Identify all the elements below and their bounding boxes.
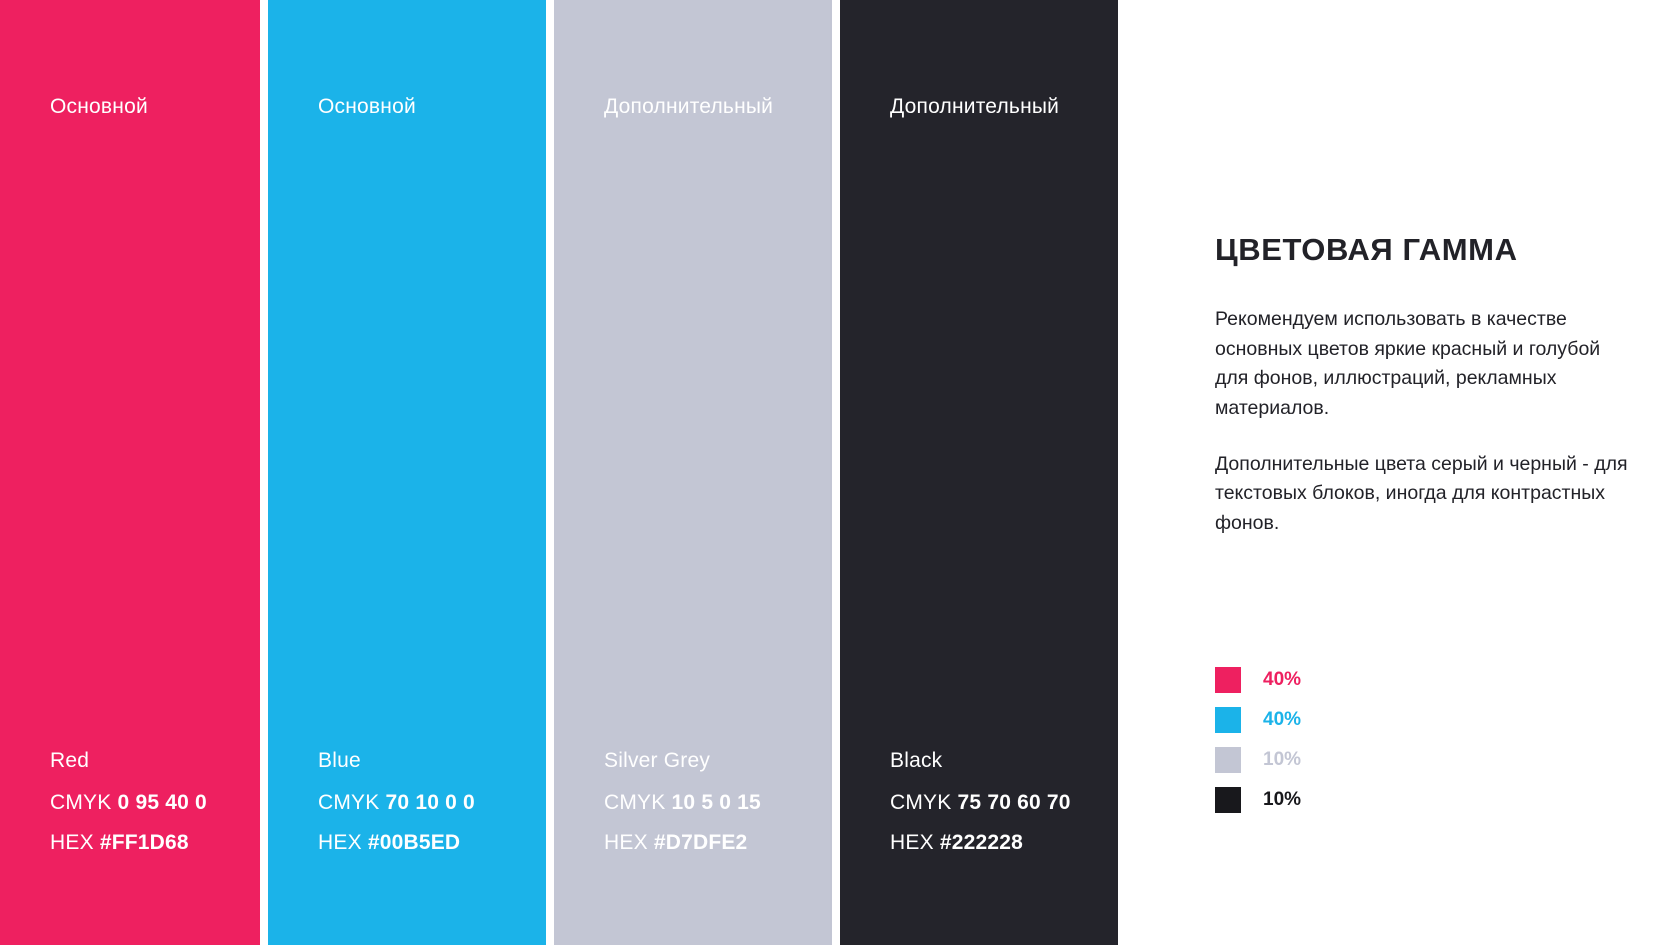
swatch-hex-red [50,832,207,853]
swatch-red [0,0,260,945]
legend-label-silver-grey: 10% [1263,749,1302,770]
cmyk-value-black: 75 70 60 70 [957,791,1071,814]
swatch-name-blue: Blue [318,749,361,772]
swatch-divider-3 [832,0,840,945]
hex-value-blue: #00B5ED [367,831,461,854]
hex-label-black: HEX [890,831,934,854]
cmyk-value-red: 0 95 40 0 [117,791,207,814]
swatch-role-blue: Основной [318,95,416,118]
description-text [1215,305,1635,538]
swatch-hex-black [890,832,1071,853]
legend-label-red: 40% [1263,669,1302,690]
usage-legend [1215,660,1475,820]
swatch-silver-grey [554,0,832,945]
legend-item-silver-grey [1215,740,1475,780]
swatch-blue [268,0,546,945]
hex-label-blue: HEX [318,831,362,854]
cmyk-label-red: CMYK [50,791,112,814]
swatch-cmyk-red [50,792,207,813]
description-paragraph-1: Рекомендуем использовать в качестве основных цветов яркие красный и голубой для фонов, иллюстраций, рекламных материалов. [1215,308,1601,419]
legend-chip-silver-grey [1215,747,1241,773]
legend-chip-blue [1215,707,1241,733]
page-title: ЦВЕТОВАЯ ГАММА [1215,232,1518,267]
legend-chip-red [1215,667,1241,693]
legend-item-red [1215,660,1475,700]
swatch-divider-1 [260,0,268,945]
swatch-name-silver-grey: Silver Grey [604,749,711,772]
swatch-role-red: Основной [50,95,148,118]
swatch-name-red: Red [50,749,90,772]
swatch-hex-blue [318,832,475,853]
swatch-hex-silver-grey [604,832,761,853]
swatch-info-silver-grey [604,750,761,853]
description-panel [1215,0,1645,945]
swatch-info-blue [318,750,475,853]
cmyk-label-blue: CMYK [318,791,380,814]
swatch-cmyk-black [890,792,1071,813]
swatch-role-black: Дополнительный [890,95,1060,118]
swatch-cmyk-silver-grey [604,792,761,813]
swatch-divider-2 [546,0,554,945]
swatch-info-black [890,750,1071,853]
swatch-info-red [50,750,207,853]
cmyk-label-silver-grey: CMYK [604,791,666,814]
cmyk-label-black: CMYK [890,791,952,814]
swatch-cmyk-blue [318,792,475,813]
swatch-name-black: Black [890,749,943,772]
hex-label-red: HEX [50,831,94,854]
legend-label-black: 10% [1263,789,1302,810]
hex-value-red: #FF1D68 [99,831,189,854]
legend-item-blue [1215,700,1475,740]
hex-label-silver-grey: HEX [604,831,648,854]
legend-chip-black [1215,787,1241,813]
swatch-role-silver-grey: Дополнительный [604,95,774,118]
hex-value-black: #222228 [939,831,1023,854]
legend-item-black [1215,780,1475,820]
description-paragraph-2: Дополнительные цвета серый и черный - для текстовых блоков, иногда для контрастных фонов. [1215,452,1628,534]
swatch-black [840,0,1118,945]
cmyk-value-blue: 70 10 0 0 [385,791,475,814]
cmyk-value-silver-grey: 10 5 0 15 [671,791,761,814]
hex-value-silver-grey: #D7DFE2 [653,831,748,854]
legend-label-blue: 40% [1263,709,1302,730]
